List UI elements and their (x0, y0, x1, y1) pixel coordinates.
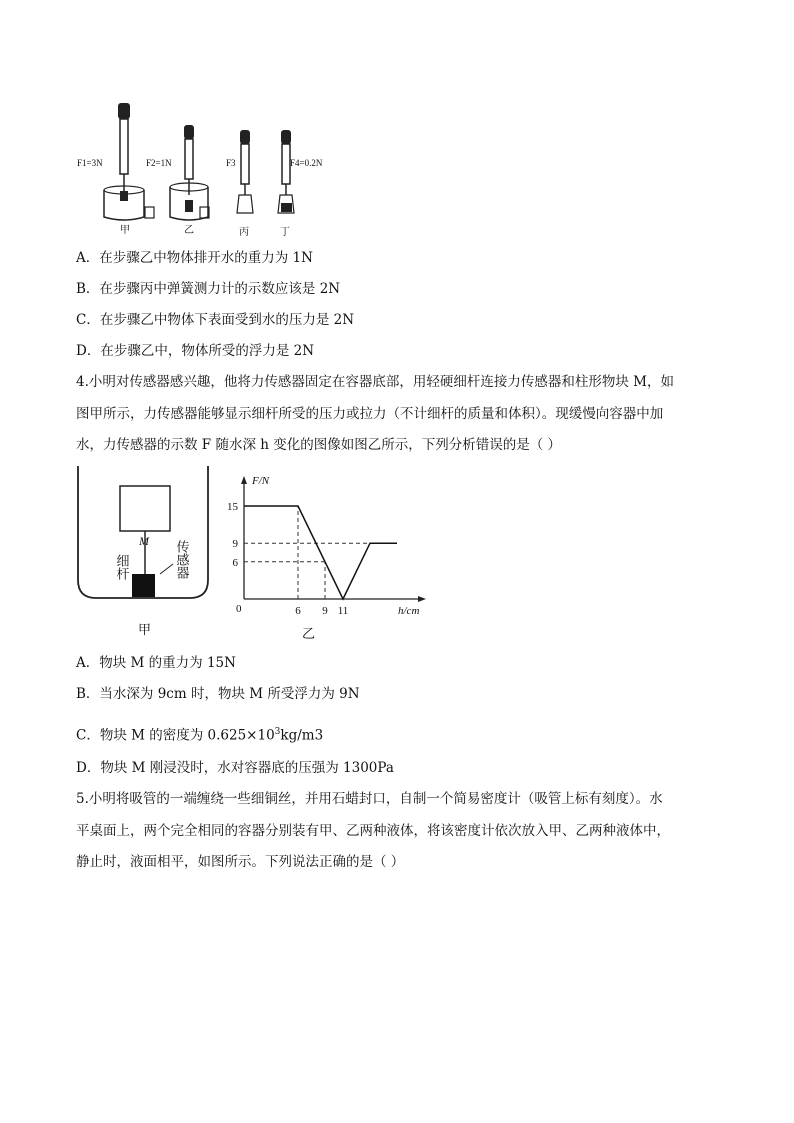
series-line (244, 506, 397, 599)
x-axis-arrow-icon (418, 596, 426, 602)
y-tick-label-15: 15 (227, 501, 238, 513)
q3-option-a: A．在步骤乙中物体排开水的重力为 1N (76, 250, 313, 266)
q4-option-b: B．当水深为 9cm 时，物块 M 所受浮力为 9N (76, 686, 360, 702)
q3-option-b: B．在步骤丙中弹簧测力计的示数应该是 2N (76, 281, 341, 297)
f4-label: F4=0.2N (290, 158, 323, 168)
q3-option-c: C．在步骤乙中物体下表面受到水的压力是 2N (76, 312, 355, 328)
q4-option-c-exponent: 3 (274, 727, 281, 737)
rod-label: 细杆 (114, 554, 130, 580)
q4-stem-line-1: 4.小明对传感器感兴趣，他将力传感器固定在容器底部，用轻硬细杆连接力传感器和柱形物块 M，如 (76, 374, 674, 390)
sensor-pointer (160, 564, 173, 574)
q5-stem-line-1: 5.小明将吸管的一端缠绕一些细铜丝，并用石蜡封口，自制一个简易密度计（吸管上标有刻度）。水 (76, 791, 663, 807)
caption-jia-fig: 甲 (138, 622, 152, 637)
y-axis-arrow-icon (241, 476, 247, 484)
caption-jia: 甲 (120, 225, 130, 236)
q5-stem-line-2: 平桌面上，两个完全相同的容器分别装有甲、乙两种液体，将该密度计依次放入甲、乙两种液体中， (76, 823, 670, 839)
f3-label: F3 (226, 158, 236, 168)
block-m (120, 486, 170, 531)
block-m-label: M (139, 534, 149, 548)
chart-caption: 乙 (302, 626, 316, 641)
caption-yi: 乙 (184, 225, 194, 236)
x-tick-label-11: 11 (337, 605, 349, 617)
q5-stem-line-3: 静止时，液面相平，如图所示。下列说法正确的是（ ） (76, 854, 405, 870)
q4-option-c-unit: kg/m3 (280, 727, 324, 744)
q4-stem-line-2: 图甲所示，力传感器能够显示细杆所受的压力或拉力（不计细杆的质量和体积）。现缓慢向容器中加 (76, 406, 664, 422)
f2-label: F2=1N (146, 158, 172, 168)
caption-ding: 丁 (280, 227, 290, 238)
sensor-label: 传感器 (174, 540, 190, 579)
spring-scale-4 (278, 130, 294, 213)
caption-bing: 丙 (239, 227, 249, 238)
force-sensor (132, 574, 155, 597)
spring-scale-2 (170, 125, 209, 220)
y-tick-label-6: 6 (232, 556, 238, 569)
container-figure (72, 462, 217, 642)
origin-label: 0 (236, 603, 242, 615)
q4-stem-line-3: 水，力传感器的示数 F 随水深 h 变化的图像如图乙所示，下列分析错误的是（ ） (76, 437, 562, 453)
y-tick-label-9: 9 (232, 538, 238, 551)
f1-label: F1=3N (77, 158, 103, 168)
f-h-chart (222, 468, 442, 643)
q4-option-c (76, 723, 323, 745)
q4-option-a: A．物块 M 的重力为 15N (76, 655, 236, 671)
q3-option-d: D．在步骤乙中，物体所受的浮力是 2N (76, 343, 315, 359)
spring-scale-figure (74, 95, 334, 240)
q4-option-d: D．物块 M 刚浸没时，水对容器底的压强为 1300Pa (76, 760, 394, 776)
spring-scale-3 (237, 130, 253, 213)
y-axis-label: F/N (252, 475, 270, 487)
x-tick-label-6: 6 (295, 605, 301, 617)
x-axis-label: h/cm (398, 605, 420, 617)
q4-option-c-text: C．物块 M 的密度为 0.625×10 (76, 727, 275, 744)
x-tick-label-9: 9 (322, 605, 328, 617)
